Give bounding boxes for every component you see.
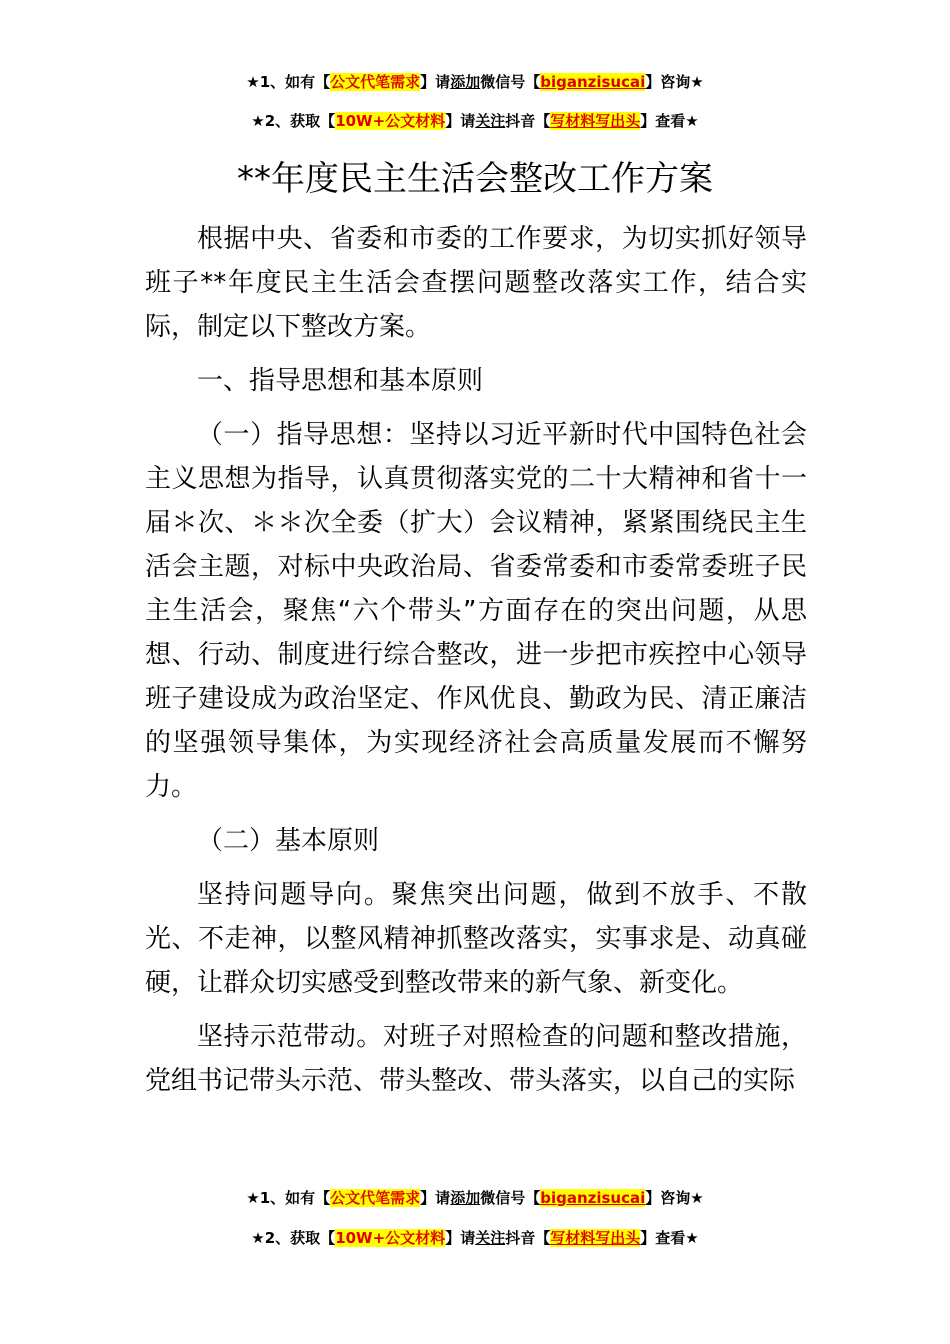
promo-text: 】咨询★ — [645, 1189, 704, 1207]
principle-demonstration-paragraph: 坚持示范带动。对班子对照检查的问题和整改措施，党组书记带头示范、带头整改、带头落实，以自己的实际 — [145, 1022, 807, 1096]
intro-paragraph: 根据中央、省委和市委的工作要求，为切实抓好领导班子**年度民主生活会查摆问题整改落实工作，结合实际，制定以下整改方案。 — [145, 224, 807, 342]
promo-underline: 添加 — [450, 73, 481, 91]
header-promo-line-2 — [0, 111, 950, 131]
promo-text: ★2、获取【 — [251, 1229, 336, 1247]
promo-text: ★2、获取【 — [251, 112, 336, 130]
promo-highlight: 10W+公文材料 — [335, 1229, 446, 1247]
promo-text: 】请 — [420, 1189, 451, 1207]
douyin-id-highlight: 写材料写出头 — [550, 1229, 641, 1247]
header-promo-line-1 — [0, 72, 950, 92]
promo-text: 抖音【 — [505, 1229, 551, 1247]
footer-promo-line-2 — [0, 1228, 950, 1248]
promo-text: 】查看★ — [640, 1229, 699, 1247]
promo-text: 微信号【 — [480, 1189, 541, 1207]
promo-text: 】咨询★ — [645, 73, 704, 91]
promo-text: 】查看★ — [640, 112, 699, 130]
guiding-thought-paragraph: （一）指导思想：坚持以习近平新时代中国特色社会主义思想为指导，认真贯彻落实党的二十大精神和省十一届＊次、＊＊次全委（扩大）会议精神，紧紧围绕民主生活会主题，对标中央政治局、省委常委和市委常委班子民主生活会，聚焦“六个带头”方面存在的突出问题，从思想、行动、制度进行综合整改，进一步把市疾控中心领导班子建设成为政治坚定、作风优良、勤政为民、清正廉洁的坚强领导集体，为实现经济社会高质量发展而不懈努力。 — [145, 420, 807, 802]
promo-text: 】请 — [420, 73, 451, 91]
promo-highlight: 公文代笔需求 — [330, 1189, 421, 1207]
subsection-heading-basic-principles: （二）基本原则 — [197, 826, 380, 856]
promo-text: 】请 — [445, 1229, 476, 1247]
promo-text: 】请 — [445, 112, 476, 130]
wechat-id-highlight: biganzisucai — [540, 1189, 646, 1207]
promo-underline: 关注 — [475, 1229, 506, 1247]
promo-highlight: 公文代笔需求 — [330, 73, 421, 91]
promo-text: ★1、如有【 — [246, 73, 331, 91]
promo-text: 抖音【 — [505, 112, 551, 130]
principle-problem-oriented-paragraph: 坚持问题导向。聚焦突出问题，做到不放手、不散光、不走神，以整风精神抓整改落实，实事求是、动真碰硬，让群众切实感受到整改带来的新气象、新变化。 — [145, 880, 807, 998]
footer-promo-line-1 — [0, 1188, 950, 1208]
douyin-id-highlight: 写材料写出头 — [550, 112, 641, 130]
wechat-id-highlight: biganzisucai — [540, 73, 646, 91]
promo-text: 微信号【 — [480, 73, 541, 91]
promo-underline: 关注 — [475, 112, 506, 130]
promo-highlight: 10W+公文材料 — [335, 112, 446, 130]
section-heading-1: 一、指导思想和基本原则 — [197, 366, 484, 396]
promo-text: ★1、如有【 — [246, 1189, 331, 1207]
document-body — [145, 217, 807, 1103]
promo-underline: 添加 — [450, 1189, 481, 1207]
document-title: **年度民主生活会整改工作方案 — [237, 159, 713, 199]
